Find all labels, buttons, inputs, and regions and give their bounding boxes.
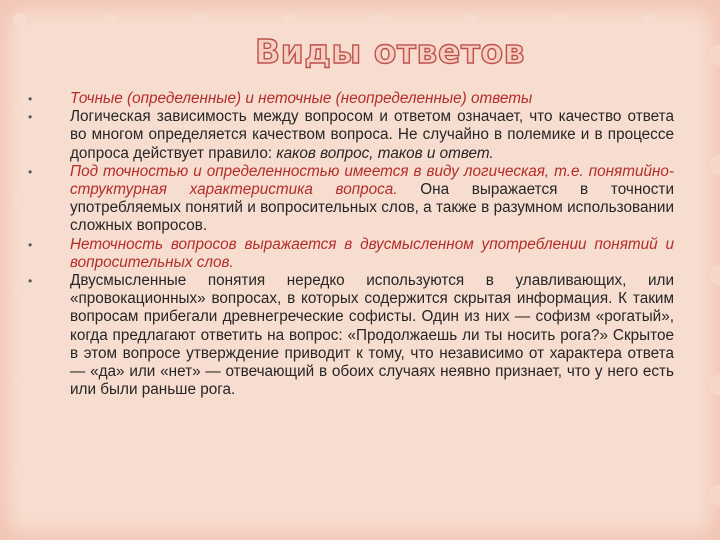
item-text-emphasis: Под точностью и определенностью имеется в виду логическая, т.е. понятийно-структурная характеристика вопроса. <box>70 162 674 199</box>
bullet-icon: • <box>28 164 33 179</box>
list-item <box>28 272 674 399</box>
slide-title: Виды ответов <box>255 32 525 71</box>
list-item <box>28 90 674 108</box>
item-text-emphasis: каков вопрос, таков и ответ. <box>276 144 494 162</box>
item-text: Двусмысленные понятия нередко используются в улавливающих, или «провокационных» вопросах, в которых содержится скрытая информация. К таким вопросам прибегали древнегреческие софисты. Один из них — софизм «рогатый», когда предлагают ответить на вопрос: «Продолжаешь ли ты носить рога?» Скрытое в этом вопросе утверждение приводит к тому, что независимо от характера ответа — «да» или «нет» — отвечающий в обоих случаях неявно признает, что у него есть или были раньше рога. <box>70 272 674 399</box>
list-item <box>28 163 674 236</box>
item-text: Она выражается в точности употребляемых понятий и вопросительных слов, а также в разумном использовании сложных вопросов. <box>70 181 674 235</box>
list-item <box>28 108 674 163</box>
item-text: Точные (определенные) и неточные (неопределенные) ответы <box>70 90 533 107</box>
bullet-icon: • <box>28 274 33 289</box>
bullet-list <box>28 90 674 399</box>
bullet-icon: • <box>28 237 33 252</box>
item-text: Неточность вопросов выражается в двусмысленном употреблении понятий и вопросительных слов. <box>70 235 674 271</box>
list-item <box>28 236 674 272</box>
bullet-icon: • <box>28 110 33 125</box>
bullet-icon: • <box>28 92 33 106</box>
item-text: Логическая зависимость между вопросом и ответом означает, что качество ответа во многом определяется качеством вопроса. Не случайно в полемике и в процессе допроса действует правило: <box>70 108 674 162</box>
